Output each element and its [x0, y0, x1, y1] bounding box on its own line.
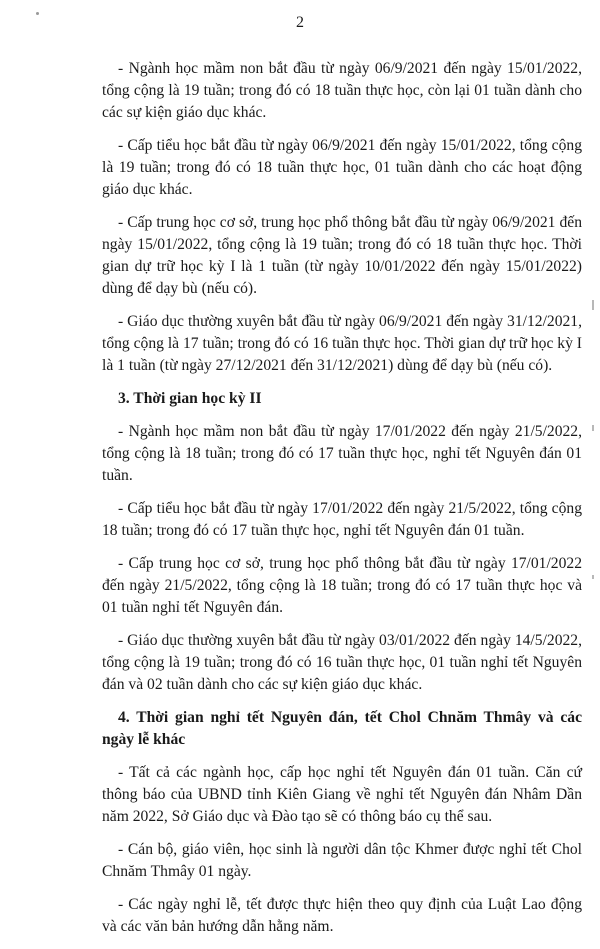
paragraph-semester2-preschool: - Ngành học mầm non bắt đầu từ ngày 17/01/2022 đến ngày 21/5/2022, tổng cộng là 18 tuần; trong đó có 17 tuần thực học, nghỉ tết Nguyên đán 01 tuần. — [102, 423, 582, 484]
scan-edge-mark — [592, 575, 594, 579]
section-heading-semester2: 3. Thời gian học kỳ II — [118, 390, 262, 407]
paragraph-semester1-primary: - Cấp tiểu học bắt đầu từ ngày 06/9/2021 đến ngày 15/01/2022, tổng cộng là 19 tuần; trong đó có 18 tuần thực học, 01 tuần dành cho các hoạt động giáo dục khác. — [102, 137, 582, 198]
paragraph-semester2-continuing-education: - Giáo dục thường xuyên bắt đầu từ ngày 03/01/2022 đến ngày 14/5/2022, tổng cộng là 19 tuần; trong đó có 16 tuần thực học, 01 tuần nghỉ tết Nguyên đán và 02 tuần dành cho các sự kiện giáo dục khác. — [102, 632, 582, 693]
paragraph-semester1-continuing-education: - Giáo dục thường xuyên bắt đầu từ ngày 06/9/2021 đến ngày 31/12/2021, tổng cộng là 17 tuần; trong đó có 16 tuần thực học. Thời gian dự trữ học kỳ I là 1 tuần (từ ngày 27/12/2021 đến 31/12/2021) dùng để dạy bù (nếu có). — [102, 313, 582, 374]
paragraph-lunar-new-year: - Tất cả các ngành học, cấp học nghỉ tết Nguyên đán 01 tuần. Căn cứ thông báo của UBND tỉnh Kiên Giang về nghỉ tết Nguyên đán Nhâm Dần năm 2022, Sở Giáo dục và Đào tạo sẽ có thông báo cụ thể sau. — [102, 764, 582, 825]
paragraph-semester2-primary: - Cấp tiểu học bắt đầu từ ngày 17/01/2022 đến ngày 21/5/2022, tổng cộng 18 tuần; trong đó có 17 tuần thực học, nghỉ tết Nguyên đán 01 tuần. — [102, 500, 582, 539]
paragraph-semester1-secondary: - Cấp trung học cơ sở, trung học phổ thông bắt đầu từ ngày 06/9/2021 đến ngày 15/01/2022, tổng cộng là 19 tuần; trong đó có 18 tuần thực học. Thời gian dự trữ học kỳ I là 1 tuần (từ ngày 10/01/2022 đến ngày 15/01/2022) dùng để dạy bù (nếu có). — [102, 214, 582, 297]
paragraph-public-holidays: - Các ngày nghỉ lễ, tết được thực hiện theo quy định của Luật Lao động và các văn bản hướng dẫn hằng năm. — [102, 896, 582, 935]
document-body — [102, 58, 582, 949]
scan-edge-mark — [592, 425, 594, 431]
paragraph-khmer-new-year: - Cán bộ, giáo viên, học sinh là người dân tộc Khmer được nghỉ tết Chol Chnăm Thmây 01 ngày. — [102, 841, 582, 880]
paragraph-semester2-secondary: - Cấp trung học cơ sở, trung học phổ thông bắt đầu từ ngày 17/01/2022 đến ngày 21/5/2022, tổng cộng là 18 tuần; trong đó có 17 tuần thực học và 01 tuần nghỉ tết Nguyên đán. — [102, 555, 582, 616]
section-heading-holidays: 4. Thời gian nghỉ tết Nguyên đán, tết Chol Chnăm Thmây và các ngày lễ khác — [102, 709, 582, 748]
scan-edge-mark — [592, 300, 594, 310]
paragraph-semester1-preschool: - Ngành học mầm non bắt đầu từ ngày 06/9/2021 đến ngày 15/01/2022, tổng cộng là 19 tuần; trong đó có 18 tuần thực học, còn lại 01 tuần dành cho các sự kiện giáo dục khác. — [102, 60, 582, 121]
page-number: 2 — [296, 14, 304, 31]
